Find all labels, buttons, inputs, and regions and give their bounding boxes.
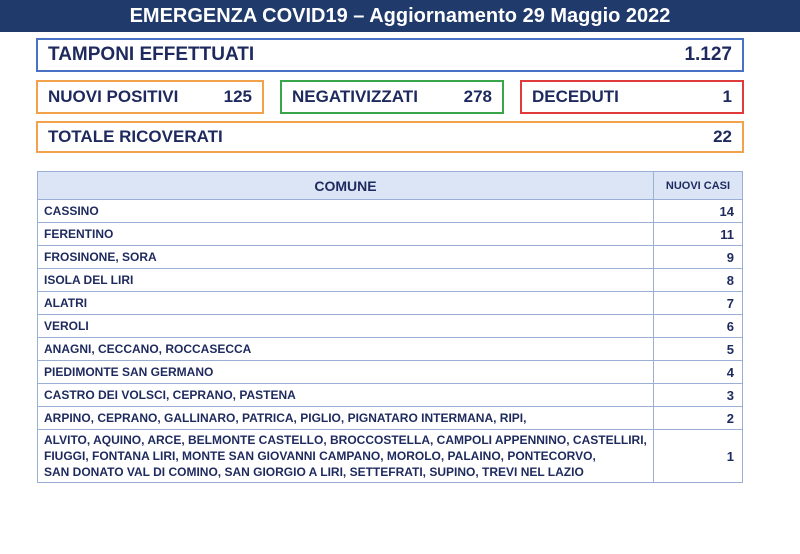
- negativizzati-label: NEGATIVIZZATI: [292, 87, 418, 106]
- nuovi-positivi-label: NUOVI POSITIVI: [48, 87, 179, 106]
- comune-line: FIUGGI, FONTANA LIRI, MONTE SAN GIOVANNI CAMPANO, MOROLO, PALAINO, PONTECORVO,: [44, 449, 596, 463]
- column-header-comune: COMUNE: [38, 172, 654, 200]
- casi-cell: 3: [654, 384, 743, 407]
- page-title: EMERGENZA COVID19 – Aggiornamento 29 Maggio 2022: [129, 5, 671, 27]
- table-row: [38, 407, 743, 430]
- casi-cell: 8: [654, 269, 743, 292]
- comune-line: SAN DONATO VAL DI COMINO, SAN GIORGIO A LIRI, SETTEFRATI, SUPINO, TREVI NEL LAZIO: [44, 465, 584, 479]
- casi-cell: 7: [654, 292, 743, 315]
- nuovi-positivi-value: 125: [223, 87, 252, 106]
- tamponi-box: [36, 38, 744, 72]
- comune-cell: [38, 430, 654, 483]
- comune-cell: ALATRI: [38, 292, 654, 315]
- table-row: [38, 200, 743, 223]
- table-row: [38, 223, 743, 246]
- table-row: [38, 384, 743, 407]
- negativizzati-box: [280, 80, 504, 114]
- header-banner: [0, 0, 800, 32]
- comuni-table: [37, 171, 743, 483]
- casi-cell: 5: [654, 338, 743, 361]
- table-header-row: [38, 172, 743, 200]
- deceduti-label: DECEDUTI: [532, 87, 619, 106]
- comune-cell: CASSINO: [38, 200, 654, 223]
- comune-cell: ARPINO, CEPRANO, GALLINARO, PATRICA, PIGLIO, PIGNATARO INTERMANA, RIPI,: [38, 407, 654, 430]
- comune-cell: ISOLA DEL LIRI: [38, 269, 654, 292]
- casi-cell: 2: [654, 407, 743, 430]
- table-row: [38, 315, 743, 338]
- ricoverati-value: 22: [713, 127, 732, 146]
- ricoverati-box: [36, 121, 744, 153]
- casi-cell: 11: [654, 223, 743, 246]
- table-row: [38, 430, 743, 483]
- casi-cell: 9: [654, 246, 743, 269]
- casi-cell: 6: [654, 315, 743, 338]
- deceduti-value: 1: [722, 87, 732, 106]
- comune-cell: ANAGNI, CECCANO, ROCCASECCA: [38, 338, 654, 361]
- table-row: [38, 269, 743, 292]
- comune-cell: CASTRO DEI VOLSCI, CEPRANO, PASTENA: [38, 384, 654, 407]
- deceduti-box: [520, 80, 744, 114]
- nuovi-positivi-box: [36, 80, 264, 114]
- tamponi-label: TAMPONI EFFETTUATI: [48, 44, 255, 65]
- casi-cell: 1: [654, 430, 743, 483]
- table-row: [38, 361, 743, 384]
- casi-cell: 4: [654, 361, 743, 384]
- comune-cell: VEROLI: [38, 315, 654, 338]
- column-header-nuovi-casi: NUOVI CASI: [654, 172, 743, 200]
- comune-cell: FERENTINO: [38, 223, 654, 246]
- casi-cell: 14: [654, 200, 743, 223]
- comune-cell: PIEDIMONTE SAN GERMANO: [38, 361, 654, 384]
- tamponi-value: 1.127: [684, 44, 732, 65]
- table-row: [38, 246, 743, 269]
- comune-cell: FROSINONE, SORA: [38, 246, 654, 269]
- table-row: [38, 338, 743, 361]
- comune-line: ALVITO, AQUINO, ARCE, BELMONTE CASTELLO, BROCCOSTELLA, CAMPOLI APPENNINO, CASTELLIRI,: [44, 433, 647, 447]
- negativizzati-value: 278: [463, 87, 492, 106]
- ricoverati-label: TOTALE RICOVERATI: [48, 127, 223, 146]
- table-row: [38, 292, 743, 315]
